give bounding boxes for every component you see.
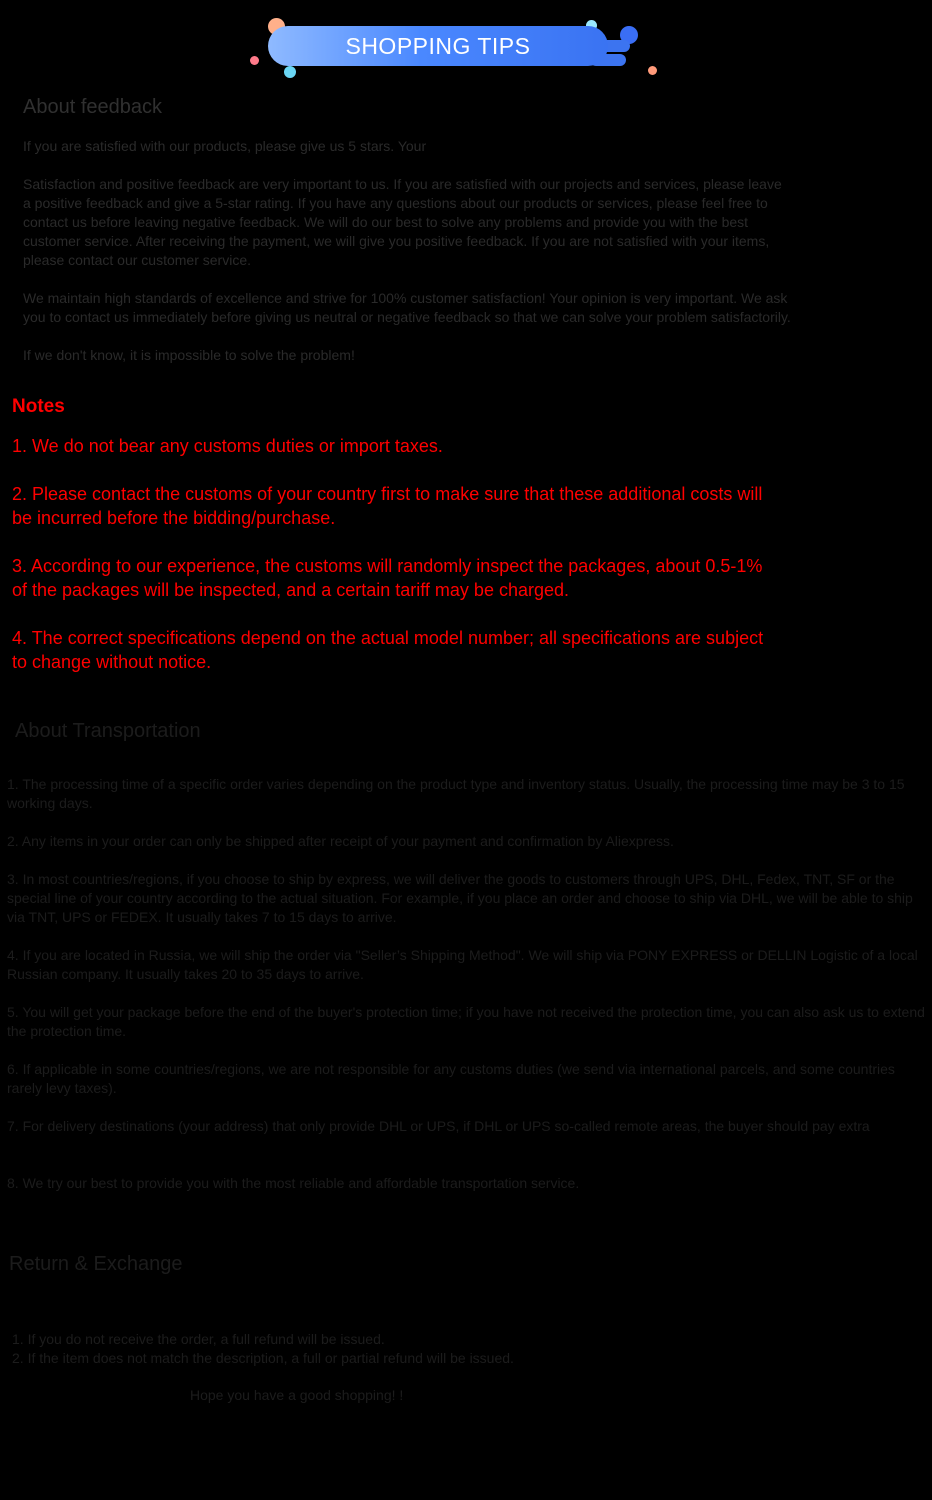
- note-item: 4. The correct specifications depend on the actual model number; all specifications are subject to change without notice.: [12, 628, 764, 672]
- decorative-dot: [284, 66, 296, 78]
- return-exchange-heading: Return & Exchange: [9, 1253, 183, 1275]
- note-item: 1. We do not bear any customs duties or import taxes.: [12, 436, 443, 456]
- feedback-heading: About feedback: [23, 96, 162, 118]
- transportation-heading: About Transportation: [15, 720, 201, 742]
- return-item: 1. If you do not receive the order, a full refund will be issued.: [12, 1331, 385, 1347]
- transportation-item: 5. You will get your package before the end of the buyer's protection time; if you have not received the protection time, you can also ask us to extend the protection time.: [7, 1004, 925, 1039]
- transportation-item: 7. For delivery destinations (your address) that only provide DHL or UPS, if DHL or UPS so-called remote areas, the buyer should pay extra: [7, 1118, 870, 1134]
- feedback-paragraph: We maintain high standards of excellence and strive for 100% customer satisfaction! Your opinion is very important. We ask you to contact us immediately before giving us neutral or negative feedback so that we can solve your problem satisfactorily.: [23, 290, 791, 325]
- transportation-item: 4. If you are located in Russia, we will ship the order via "Seller’s Shipping Method". We will ship via PONY EXPRESS or DELLIN Logistic of a local Russian company. It usually takes 20 to 35 days to arrive.: [7, 947, 918, 982]
- closing-message: Hope you have a good shopping! !: [190, 1387, 404, 1403]
- transportation-item: 8. We try our best to provide you with the most reliable and affordable transportation service.: [7, 1175, 580, 1191]
- transportation-item: 1. The processing time of a specific order varies depending on the product type and inventory status. Usually, the processing time may be 3 to 15 working days.: [7, 776, 905, 811]
- feedback-paragraph: Satisfaction and positive feedback are very important to us. If you are satisfied with our projects and services, please leave a positive feedback and give a 5-star rating. If you have any questions about our products or services, please feel free to contact us before leaving negative feedback. We will do our best to solve any problems and provide you with the best customer service. After receiving the payment, we will give you positive feedback. If you are not satisfied with your items, please contact our customer service.: [23, 176, 782, 268]
- transportation-item: 3. In most countries/regions, if you choose to ship by express, we will deliver the goods to customers through UPS, DHL, Fedex, TNT, SF or the special line of your country according to the actual situation. For example, if you place an order and choose to ship via DHL, we will be able to ship via TNT, UPS or FEDEX. It usually takes 7 to 15 days to arrive.: [7, 871, 913, 925]
- transportation-item: 2. Any items in your order can only be shipped after receipt of your payment and confirmation by Aliexpress.: [7, 833, 674, 849]
- feedback-paragraph: If we don't know, it is impossible to solve the problem!: [23, 347, 355, 363]
- return-item: 2. If the item does not match the description, a full or partial refund will be issued.: [12, 1350, 514, 1366]
- notes-heading: Notes: [12, 396, 65, 417]
- note-item: 2. Please contact the customs of your country first to make sure that these additional costs will be incurred before the bidding/purchase.: [12, 484, 763, 528]
- banner-title: SHOPPING TIPS: [345, 33, 531, 59]
- decorative-dot: [648, 66, 657, 75]
- shopping-tips-banner: [246, 16, 666, 80]
- transportation-item: 6. If applicable in some countries/regions, we are not responsible for any customs duties (we send via international parcels, and some countries rarely levy taxes).: [7, 1061, 895, 1096]
- decorative-dot: [250, 56, 259, 65]
- note-item: 3. According to our experience, the customs will randomly inspect the packages, about 0.5-1% of the packages will be inspected, and a certain tariff may be charged.: [12, 556, 763, 600]
- feedback-paragraph: If you are satisfied with our products, please give us 5 stars. Your: [23, 138, 427, 154]
